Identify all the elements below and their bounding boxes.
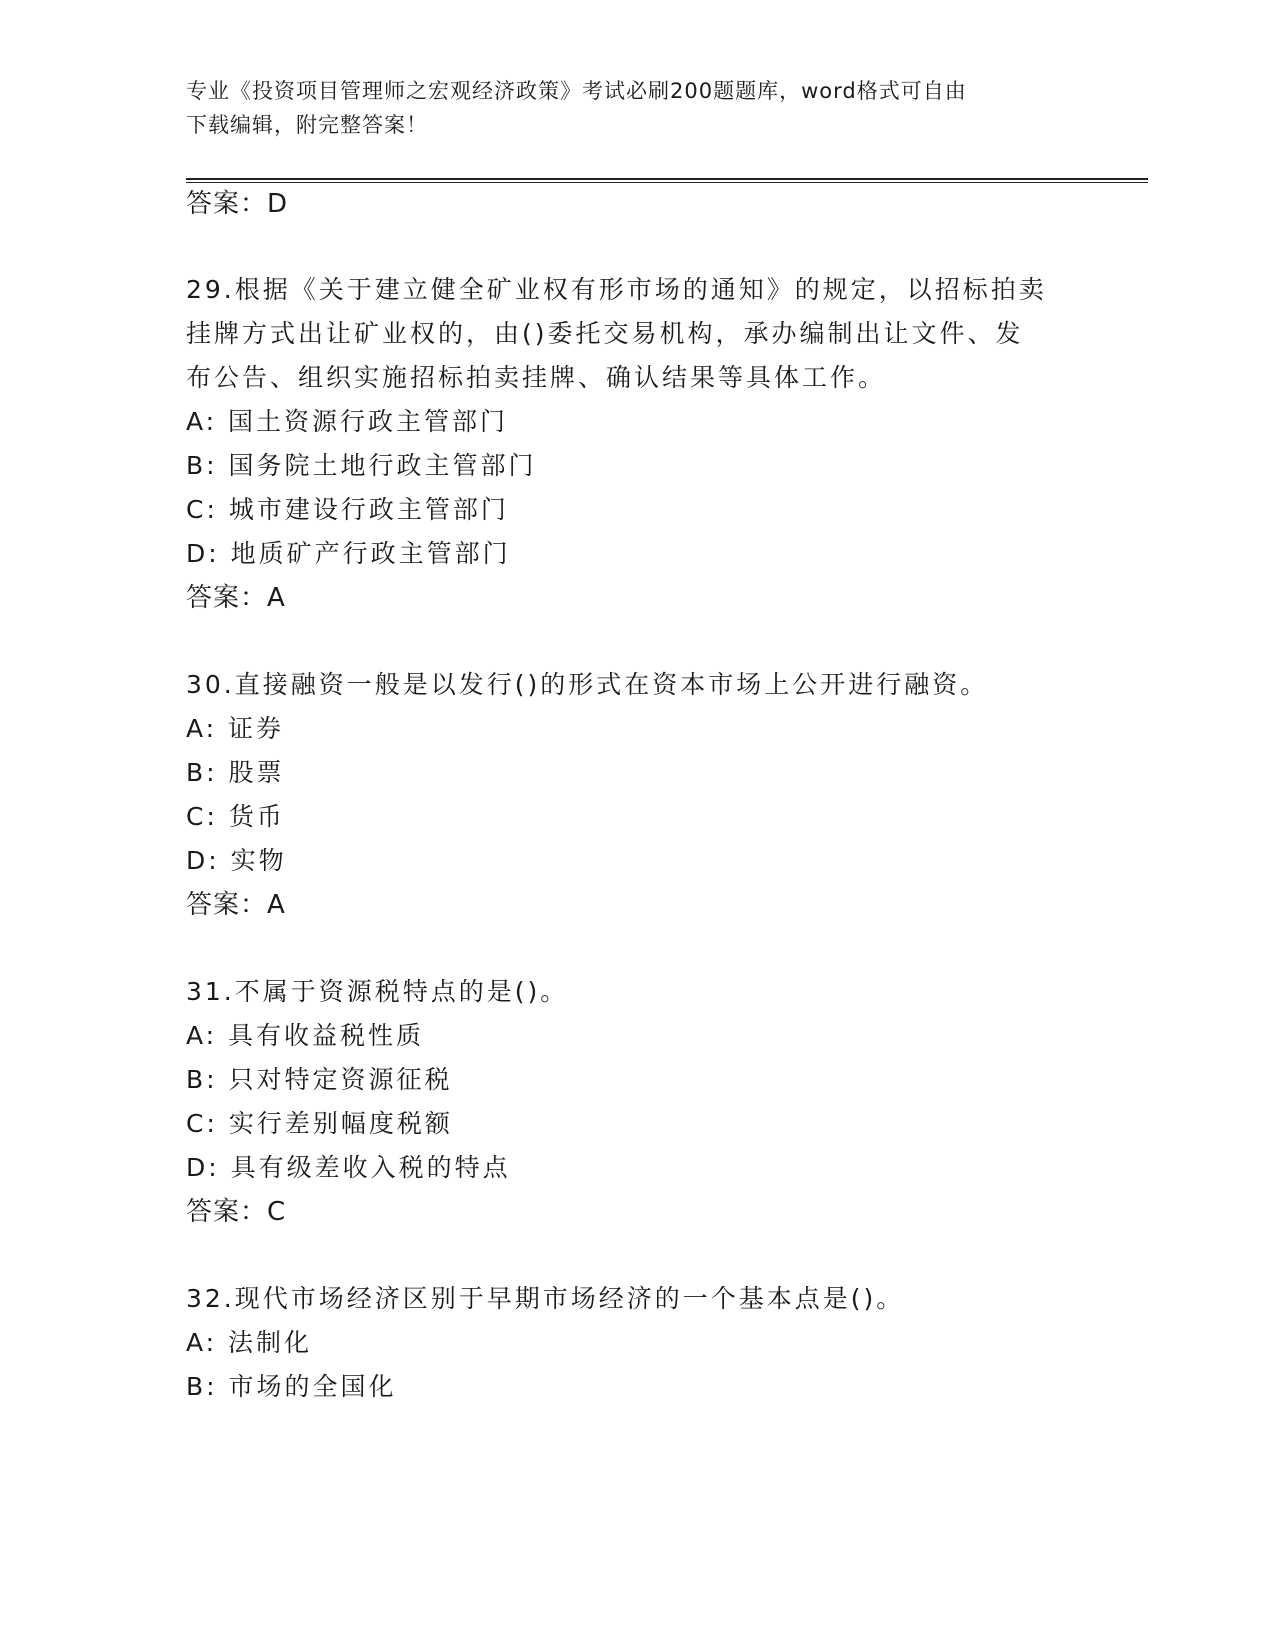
question-29-option-c: C: 城市建设行政主管部门 xyxy=(186,495,509,524)
question-31-option-d: D: 具有级差收入税的特点 xyxy=(186,1153,511,1182)
question-29-stem-line-1: 29.根据《关于建立健全矿业权有形市场的通知》的规定，以招标拍卖 xyxy=(186,275,1047,304)
question-32-stem-line-1: 32.现代市场经济区别于早期市场经济的一个基本点是()。 xyxy=(186,1284,905,1313)
question-29-stem-line-2: 挂牌方式出让矿业权的，由()委托交易机构，承办编制出让文件、发 xyxy=(186,319,1024,348)
question-31-option-a: A: 具有收益税性质 xyxy=(186,1021,425,1050)
header-line-2: 下载编辑，附完整答案！ xyxy=(186,113,428,137)
question-30-answer: 答案：A xyxy=(186,890,286,920)
page-header xyxy=(186,74,1086,142)
question-31-option-b: B: 只对特定资源征税 xyxy=(186,1065,453,1094)
header-line-1: 专业《投资项目管理师之宏观经济政策》考试必刷200题题库，word格式可自由 xyxy=(186,79,967,103)
question-29-option-a: A: 国土资源行政主管部门 xyxy=(186,407,509,436)
previous-answer: 答案：D xyxy=(186,189,289,219)
question-29-answer: 答案：A xyxy=(186,583,286,613)
question-32-option-a: A: 法制化 xyxy=(186,1328,313,1357)
question-30-option-a: A: 证券 xyxy=(186,714,285,743)
question-30-option-d: D: 实物 xyxy=(186,846,287,875)
header-divider xyxy=(186,178,1148,183)
question-30-stem-line-1: 30.直接融资一般是以发行()的形式在资本市场上公开进行融资。 xyxy=(186,670,989,699)
question-29-option-d: D: 地质矿产行政主管部门 xyxy=(186,539,511,568)
question-31-answer: 答案：C xyxy=(186,1197,287,1227)
question-31-option-c: C: 实行差别幅度税额 xyxy=(186,1109,453,1138)
question-32-option-b: B: 市场的全国化 xyxy=(186,1372,397,1401)
question-31-stem-line-1: 31.不属于资源税特点的是()。 xyxy=(186,977,569,1006)
question-30-option-c: C: 货币 xyxy=(186,802,285,831)
question-29-stem-line-3: 布公告、组织实施招标拍卖挂牌、确认结果等具体工作。 xyxy=(186,363,887,392)
question-30-option-b: B: 股票 xyxy=(186,758,285,787)
question-29-option-b: B: 国务院土地行政主管部门 xyxy=(186,451,537,480)
